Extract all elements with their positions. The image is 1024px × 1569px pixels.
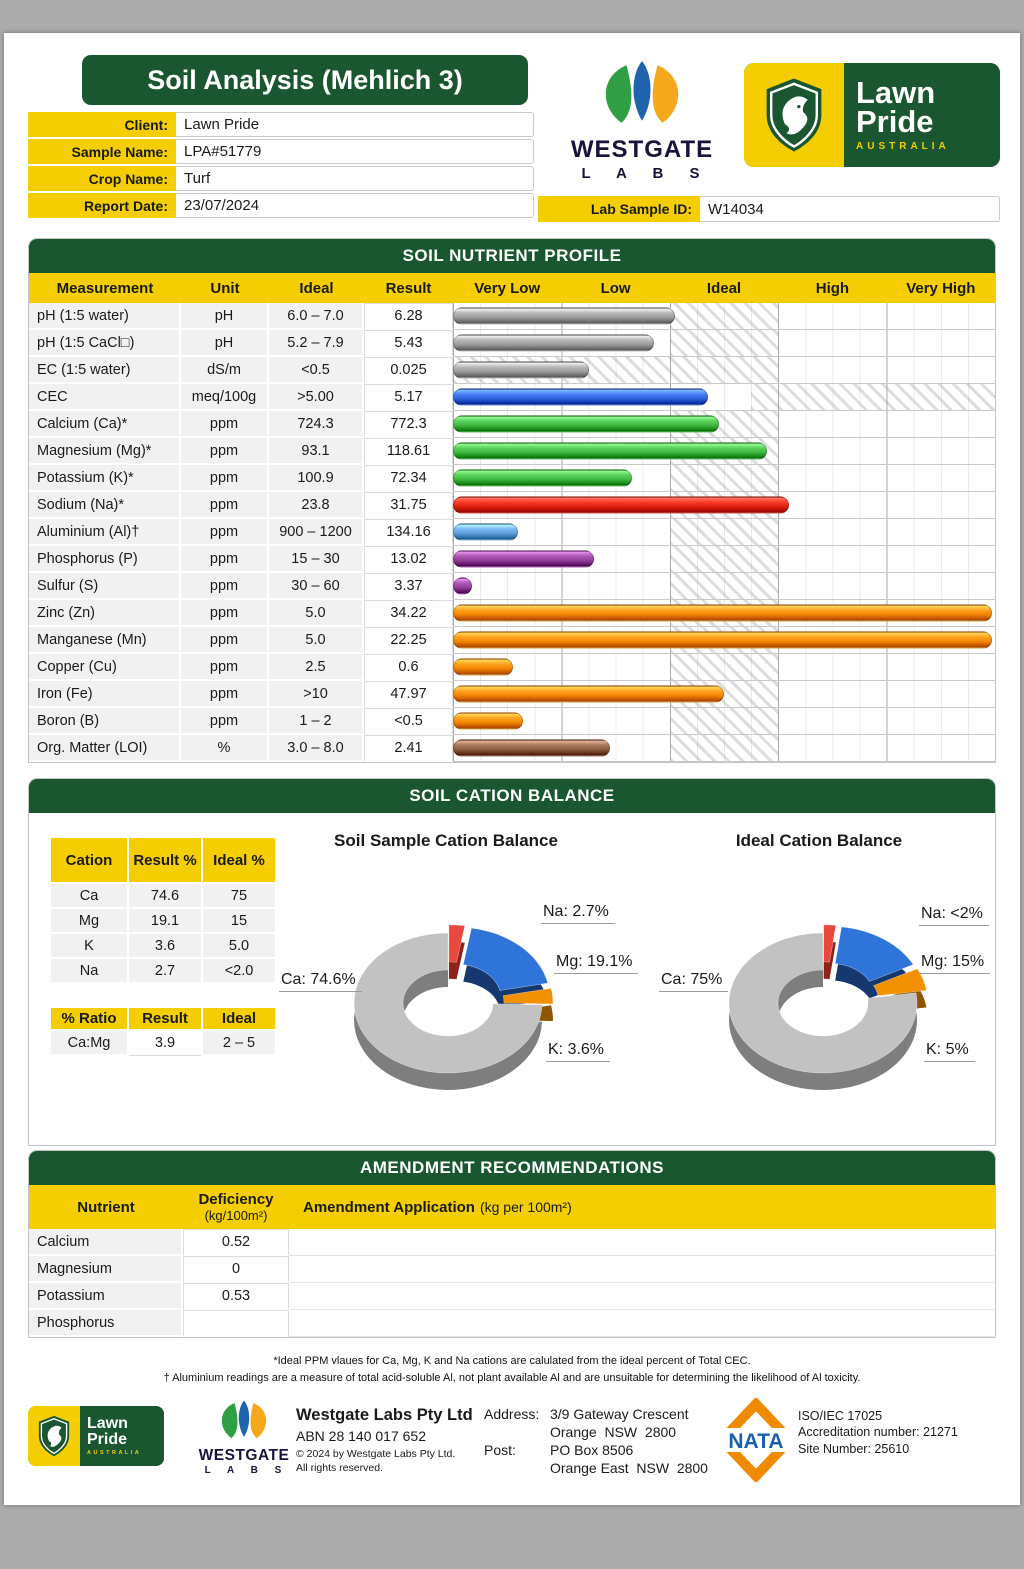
ideal-pct-header: Ideal % bbox=[202, 837, 276, 883]
iso-standard: ISO/IEC 17025 bbox=[798, 1409, 883, 1423]
ideal-range-hatch bbox=[670, 465, 778, 491]
ideal-range-hatch bbox=[670, 330, 778, 356]
measurement-cell: Phosphorus (P) bbox=[29, 546, 181, 573]
nutrient-table-row bbox=[29, 519, 995, 546]
ideal-cell: >5.00 bbox=[269, 384, 364, 411]
ideal-na-label: Na: <2% bbox=[919, 905, 989, 926]
result-bar-track bbox=[453, 519, 995, 546]
result-bar bbox=[453, 551, 594, 568]
nutrient-table-row bbox=[29, 411, 995, 438]
lawn-pride-australia: AUSTRALIA bbox=[856, 141, 950, 153]
col-amendment-application: Amendment Application (kg per 100m²) bbox=[303, 1198, 572, 1216]
ideal-mg-label: Mg: 15% bbox=[919, 953, 990, 974]
nutrient-table-row bbox=[29, 465, 995, 492]
ideal-cell: 5.2 – 7.9 bbox=[269, 330, 364, 357]
result-cell: 6.28 bbox=[364, 303, 453, 330]
westgate-leaves-icon bbox=[206, 1398, 282, 1442]
unit-cell: ppm bbox=[181, 627, 269, 654]
unit-cell: meq/100g bbox=[181, 384, 269, 411]
ratio-table-body bbox=[50, 1030, 276, 1055]
copyright: © 2024 by Westgate Labs Pty Ltd. bbox=[296, 1448, 456, 1460]
amendment-table-row bbox=[29, 1229, 995, 1256]
report-date-value: 23/07/2024 bbox=[176, 193, 534, 218]
measurement-cell: Manganese (Mn) bbox=[29, 627, 181, 654]
nutrient-cell: Calcium bbox=[29, 1229, 183, 1256]
result-bar bbox=[453, 686, 724, 703]
nata-diamond-icon bbox=[716, 1398, 796, 1482]
measurement-cell: pH (1:5 CaCl□) bbox=[29, 330, 181, 357]
lab-sample-id-value: W14034 bbox=[700, 196, 1000, 222]
lab-sample-id-row bbox=[538, 196, 1000, 222]
address-line1: 3/9 Gateway Crescent bbox=[550, 1406, 689, 1422]
result-cell: 5.43 bbox=[364, 330, 453, 357]
site-number: Site Number: 25610 bbox=[798, 1441, 910, 1456]
nutrient-column-headers bbox=[29, 273, 995, 303]
result-bar-track bbox=[453, 735, 995, 762]
amendment-table-row bbox=[29, 1256, 995, 1283]
unit-cell: % bbox=[181, 735, 269, 762]
result-bar-track bbox=[453, 573, 995, 600]
crop-name-label: Crop Name: bbox=[28, 166, 176, 191]
ideal-cell: <0.5 bbox=[269, 357, 364, 384]
result-bar-track bbox=[453, 600, 995, 627]
unit-cell: ppm bbox=[181, 573, 269, 600]
unit-cell: ppm bbox=[181, 654, 269, 681]
accreditation-number: Accreditation number: 21271 bbox=[798, 1425, 958, 1440]
sample-na-label: Na: 2.7% bbox=[541, 903, 615, 924]
application-cell bbox=[289, 1256, 995, 1283]
ratio-ideal-header: Ideal bbox=[202, 1007, 276, 1030]
soil-nutrient-profile-section bbox=[28, 238, 996, 763]
result-cell: 134.16 bbox=[364, 519, 453, 546]
ideal-range-hatch bbox=[670, 303, 778, 329]
client-row bbox=[28, 112, 534, 137]
lab-sample-id-label: Lab Sample ID: bbox=[538, 196, 700, 222]
measurement-cell: Aluminium (Al)† bbox=[29, 519, 181, 546]
amendment-rows bbox=[29, 1229, 995, 1337]
amendment-table-row bbox=[29, 1310, 995, 1337]
unit-cell: ppm bbox=[181, 411, 269, 438]
amendment-section-title: AMENDMENT RECOMMENDATIONS bbox=[29, 1151, 995, 1185]
westgate-leaves-icon bbox=[579, 57, 705, 129]
nutrient-table-row bbox=[29, 735, 995, 762]
result-bar bbox=[453, 632, 992, 649]
result-bar bbox=[453, 308, 675, 325]
lawn-pride-word1: Lawn bbox=[856, 74, 936, 110]
result-bar bbox=[453, 416, 719, 433]
nata-text: NATA bbox=[728, 1430, 784, 1453]
ideal-k-label: K: 5% bbox=[924, 1041, 975, 1062]
nutrient-table-row bbox=[29, 627, 995, 654]
footnote-aluminium: † Aluminium readings are a measure of total acid-soluble Al, not plant available Al and are unsuitable for determining the likelihood of Al toxicity. bbox=[163, 1372, 861, 1385]
address-block bbox=[484, 1406, 708, 1478]
result-bar bbox=[453, 497, 789, 514]
measurement-cell: CEC bbox=[29, 384, 181, 411]
nutrient-table-row bbox=[29, 573, 995, 600]
measurement-cell: Iron (Fe) bbox=[29, 681, 181, 708]
westgate-wordmark: WESTGATE bbox=[570, 136, 714, 163]
measurement-cell: Zinc (Zn) bbox=[29, 600, 181, 627]
footnotes bbox=[4, 1353, 1020, 1387]
result-bar-track bbox=[453, 627, 995, 654]
sample-ca-label: Ca: 74.6% bbox=[279, 971, 362, 992]
unit-cell: ppm bbox=[181, 492, 269, 519]
ideal-cell: 6.0 – 7.0 bbox=[269, 303, 364, 330]
result-cell: <0.5 bbox=[364, 708, 453, 735]
result-bar bbox=[453, 362, 589, 379]
ideal-range-hatch bbox=[670, 573, 778, 599]
result-bar-track bbox=[453, 411, 995, 438]
ideal-cell: 93.1 bbox=[269, 438, 364, 465]
ideal-range-hatch bbox=[670, 546, 778, 572]
lawn-pride-word2: Pride bbox=[856, 104, 934, 139]
unit-cell: ppm bbox=[181, 708, 269, 735]
result-pct-header: Result % bbox=[128, 837, 202, 883]
ideal-cell: 23.8 bbox=[269, 492, 364, 519]
sample-k-label: K: 3.6% bbox=[546, 1041, 610, 1062]
result-bar bbox=[453, 443, 767, 460]
ideal-range-hatch bbox=[670, 708, 778, 734]
ideal-cell: 5.0 bbox=[269, 600, 364, 627]
result-bar bbox=[453, 335, 654, 352]
ideal-cell: 5.0 bbox=[269, 627, 364, 654]
unit-cell: pH bbox=[181, 330, 269, 357]
nutrient-section-title: SOIL NUTRIENT PROFILE bbox=[29, 239, 995, 273]
ideal-cell: 3.0 – 8.0 bbox=[269, 735, 364, 762]
result-cell: 34.22 bbox=[364, 600, 453, 627]
footnote-ideal-ppm: *Ideal PPM vlaues for Ca, Mg, K and Na cations are calulated from the ideal percent of Total CEC. bbox=[273, 1355, 751, 1367]
lawn-pride-lion-shield-icon bbox=[763, 77, 825, 153]
table-row: Ca 74.6 75 bbox=[50, 883, 276, 908]
sample-name-row bbox=[28, 139, 534, 164]
address-line2: Orange NSW 2800 bbox=[550, 1423, 677, 1440]
result-bar bbox=[453, 713, 523, 730]
measurement-cell: Org. Matter (LOI) bbox=[29, 735, 181, 762]
measurement-cell: Potassium (K)* bbox=[29, 465, 181, 492]
result-bar-track bbox=[453, 384, 995, 411]
nutrient-table-row bbox=[29, 708, 995, 735]
report-date-label: Report Date: bbox=[28, 193, 176, 218]
ideal-range-hatch bbox=[670, 519, 778, 545]
ideal-cell: 900 – 1200 bbox=[269, 519, 364, 546]
amendment-table-row bbox=[29, 1283, 995, 1310]
result-bar-track bbox=[453, 492, 995, 519]
client-info-table bbox=[28, 112, 534, 220]
result-cell: 22.25 bbox=[364, 627, 453, 654]
nutrient-table-row bbox=[29, 654, 995, 681]
sample-mg-label: Mg: 19.1% bbox=[554, 953, 638, 974]
measurement-cell: Copper (Cu) bbox=[29, 654, 181, 681]
result-bar bbox=[453, 605, 992, 622]
lawn-pride-footer-logo: Lawn Pride AUSTRALIA bbox=[28, 1406, 164, 1466]
nutrient-table-row bbox=[29, 330, 995, 357]
measurement-cell: EC (1:5 water) bbox=[29, 357, 181, 384]
ideal-cell: 724.3 bbox=[269, 411, 364, 438]
accreditation-info bbox=[798, 1408, 958, 1457]
result-cell: 118.61 bbox=[364, 438, 453, 465]
measurement-cell: Sulfur (S) bbox=[29, 573, 181, 600]
nutrient-table-row bbox=[29, 303, 995, 330]
sample-name-label: Sample Name: bbox=[28, 139, 176, 164]
col-low: Low bbox=[600, 279, 631, 297]
result-bar-track bbox=[453, 357, 995, 384]
ideal-range-hatch bbox=[751, 384, 995, 410]
ratio-col-header: % Ratio bbox=[50, 1007, 128, 1030]
result-bar bbox=[453, 659, 513, 676]
company-name: Westgate Labs Pty Ltd bbox=[296, 1406, 473, 1424]
cation-col-header: Cation bbox=[50, 837, 128, 883]
result-cell: 5.17 bbox=[364, 384, 453, 411]
unit-cell: pH bbox=[181, 303, 269, 330]
address-label: Address: bbox=[484, 1406, 540, 1422]
ratio-result-header: Result bbox=[128, 1007, 202, 1030]
post-line2: Orange East NSW 2800 bbox=[550, 1459, 708, 1476]
table-row: Mg 19.1 15 bbox=[50, 908, 276, 933]
status-scale-headers bbox=[453, 273, 995, 303]
nutrient-table-row bbox=[29, 357, 995, 384]
result-bar-track bbox=[453, 330, 995, 357]
rights-reserved: All rights reserved. bbox=[296, 1461, 383, 1474]
client-value: Lawn Pride bbox=[176, 112, 534, 137]
unit-cell: ppm bbox=[181, 519, 269, 546]
post-line1: PO Box 8506 bbox=[550, 1441, 634, 1458]
ratio-table bbox=[49, 1006, 277, 1056]
nutrient-rows bbox=[29, 303, 995, 762]
col-high: High bbox=[815, 279, 850, 297]
ideal-cell: 30 – 60 bbox=[269, 573, 364, 600]
deficiency-cell: 0 bbox=[183, 1256, 289, 1283]
unit-cell: ppm bbox=[181, 600, 269, 627]
unit-cell: dS/m bbox=[181, 357, 269, 384]
nutrient-table-row bbox=[29, 681, 995, 708]
unit-cell: ppm bbox=[181, 546, 269, 573]
nutrient-cell: Phosphorus bbox=[29, 1310, 183, 1337]
ideal-cell: 15 – 30 bbox=[269, 546, 364, 573]
deficiency-cell: 0.52 bbox=[183, 1229, 289, 1256]
result-cell: 3.37 bbox=[364, 573, 453, 600]
cation-section-title: SOIL CATION BALANCE bbox=[29, 779, 995, 813]
col-ideal: Ideal bbox=[299, 279, 334, 297]
ideal-cell: 2.5 bbox=[269, 654, 364, 681]
result-bar bbox=[453, 389, 708, 406]
col-very-high: Very High bbox=[906, 279, 976, 297]
col-unit: Unit bbox=[210, 279, 240, 297]
result-cell: 2.41 bbox=[364, 735, 453, 762]
measurement-cell: Calcium (Ca)* bbox=[29, 411, 181, 438]
result-cell: 31.75 bbox=[364, 492, 453, 519]
sample-name-value: LPA#51779 bbox=[176, 139, 534, 164]
result-cell: 0.6 bbox=[364, 654, 453, 681]
ideal-cell: 100.9 bbox=[269, 465, 364, 492]
ideal-range-hatch bbox=[670, 654, 778, 680]
col-measurement: Measurement bbox=[56, 279, 154, 297]
measurement-cell: Sodium (Na)* bbox=[29, 492, 181, 519]
measurement-cell: Boron (B) bbox=[29, 708, 181, 735]
result-bar bbox=[453, 470, 632, 487]
westgate-labs-text: L A B S bbox=[581, 165, 711, 182]
table-row: Ca:Mg 3.9 2 – 5 bbox=[50, 1030, 276, 1055]
nutrient-cell: Potassium bbox=[29, 1283, 183, 1310]
result-bar-track bbox=[453, 654, 995, 681]
result-bar bbox=[453, 578, 472, 595]
col-nutrient: Nutrient bbox=[77, 1198, 135, 1216]
measurement-cell: pH (1:5 water) bbox=[29, 303, 181, 330]
soil-cation-balance-section bbox=[28, 778, 996, 1146]
result-bar-track bbox=[453, 303, 995, 330]
result-bar bbox=[453, 740, 610, 757]
result-bar-track bbox=[453, 465, 995, 492]
amendment-recommendations-section bbox=[28, 1150, 996, 1338]
result-bar-track bbox=[453, 681, 995, 708]
crop-name-value: Turf bbox=[176, 166, 534, 191]
result-bar bbox=[453, 524, 518, 541]
result-cell: 0.025 bbox=[364, 357, 453, 384]
ideal-ca-label: Ca: 75% bbox=[659, 971, 728, 992]
ideal-cell: >10 bbox=[269, 681, 364, 708]
result-cell: 772.3 bbox=[364, 411, 453, 438]
deficiency-cell: 0.53 bbox=[183, 1283, 289, 1310]
company-info bbox=[296, 1406, 473, 1475]
result-bar-track bbox=[453, 546, 995, 573]
ideal-range-hatch bbox=[670, 735, 778, 761]
ideal-chart-title: Ideal Cation Balance bbox=[735, 831, 903, 850]
result-cell: 47.97 bbox=[364, 681, 453, 708]
cation-table bbox=[49, 836, 277, 984]
client-label: Client: bbox=[28, 112, 176, 137]
nata-logo bbox=[716, 1398, 796, 1487]
amendment-column-headers bbox=[29, 1185, 995, 1229]
crop-name-row bbox=[28, 166, 534, 191]
col-deficiency: Deficiency (kg/100m²) bbox=[198, 1191, 274, 1223]
unit-cell: ppm bbox=[181, 681, 269, 708]
application-cell bbox=[289, 1310, 995, 1337]
deficiency-cell bbox=[183, 1310, 289, 1337]
result-bar-track bbox=[453, 438, 995, 465]
cation-table-body bbox=[50, 883, 276, 983]
table-row: Na 2.7 <2.0 bbox=[50, 958, 276, 983]
report-date-row bbox=[28, 193, 534, 218]
measurement-cell: Magnesium (Mg)* bbox=[29, 438, 181, 465]
col-very-low: Very Low bbox=[474, 279, 541, 297]
result-cell: 13.02 bbox=[364, 546, 453, 573]
col-result: Result bbox=[385, 279, 432, 297]
table-row: K 3.6 5.0 bbox=[50, 933, 276, 958]
application-cell bbox=[289, 1229, 995, 1256]
unit-cell: ppm bbox=[181, 465, 269, 492]
company-abn: ABN 28 140 017 652 bbox=[296, 1428, 426, 1444]
nutrient-table-row bbox=[29, 600, 995, 627]
nutrient-table-row bbox=[29, 384, 995, 411]
page-footer bbox=[4, 1398, 1020, 1505]
lawn-pride-logo bbox=[744, 63, 1000, 167]
post-label: Post: bbox=[484, 1441, 516, 1458]
report-page bbox=[4, 33, 1020, 1505]
sample-chart-title: Soil Sample Cation Balance bbox=[334, 831, 558, 850]
ideal-cell: 1 – 2 bbox=[269, 708, 364, 735]
unit-cell: ppm bbox=[181, 438, 269, 465]
nutrient-table-row bbox=[29, 546, 995, 573]
westgate-labs-logo bbox=[552, 57, 732, 182]
nutrient-table-row bbox=[29, 492, 995, 519]
lawn-pride-lion-shield-icon bbox=[37, 1415, 71, 1457]
result-bar-track bbox=[453, 708, 995, 735]
col-ideal-zone: Ideal bbox=[706, 279, 742, 297]
westgate-footer-logo: WESTGATE L A B S bbox=[192, 1398, 296, 1476]
application-cell bbox=[289, 1283, 995, 1310]
page-title: Soil Analysis (Mehlich 3) bbox=[82, 55, 528, 105]
nutrient-table-row bbox=[29, 438, 995, 465]
nutrient-cell: Magnesium bbox=[29, 1256, 183, 1283]
result-cell: 72.34 bbox=[364, 465, 453, 492]
